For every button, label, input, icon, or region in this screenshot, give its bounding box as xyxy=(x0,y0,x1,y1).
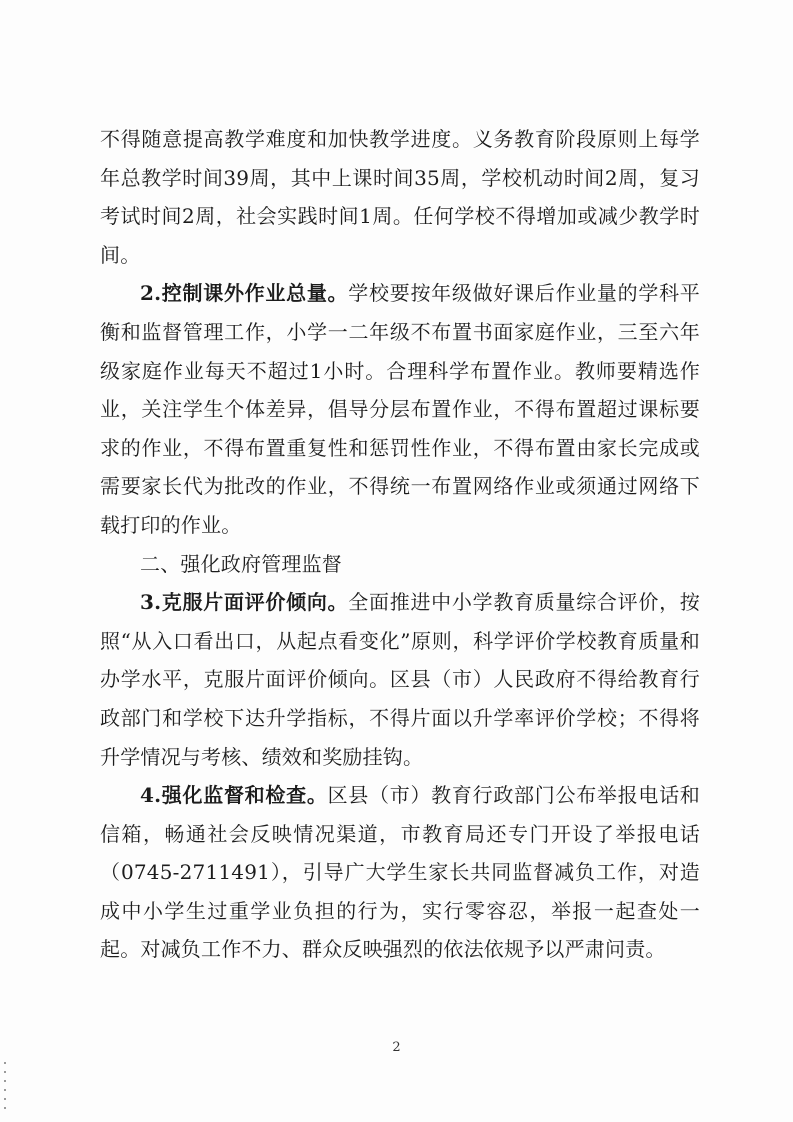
paragraph-text: 区县（市）教育行政部门公布举报电话和信箱，畅通社会反映情况渠道，市教育局还专门开设了举报电话（0745-2711491），引导广大学生家长共同监督减负工作，对造成中小学生过重学业负担的行为，实行零容忍，举报一起查处一起。对减负工作不力、群众反映强烈的依法依规予以严肃问责。 xyxy=(100,783,700,962)
paragraph-text: 学校要按年级做好课后作业量的学科平衡和监督管理工作，小学一二年级不布置书面家庭作业，三至六年级家庭作业每天不超过1小时。合理科学布置作业。教师要精选作业，关注学生个体差异，倡导分层布置作业，不得布置超过课标要求的作业，不得布置重复性和惩罚性作业，不得布置由家长完成或需要家长代为批改的作业，不得统一布置网络作业或须通过网络下载打印的作业。 xyxy=(100,281,700,537)
paragraph-teaching-time xyxy=(100,120,700,274)
paragraph-homework xyxy=(100,274,700,544)
section-heading: 二、强化政府管理监督 xyxy=(140,551,342,576)
paragraph-evaluation xyxy=(100,583,700,776)
paragraph-text: 全面推进中小学教育质量综合评价，按照“从入口看出口，从起点看变化”原则，科学评价学校教育质量和办学水平，克服片面评价倾向。区县（市）人民政府不得给教育行政部门和学校下达升学指标，不得片面以升学率评价学校；不得将升学情况与考核、绩效和奖励挂钩。 xyxy=(100,590,700,769)
page-number: 2 xyxy=(392,1040,401,1055)
paragraph-lead: 3.克服片面评价倾向。 xyxy=(140,590,349,615)
paragraph-lead: 4.强化监督和检查。 xyxy=(140,783,328,808)
paragraph-lead: 2.控制课外作业总量。 xyxy=(140,281,349,306)
paragraph-supervision xyxy=(100,776,700,969)
paragraph-text: 不得随意提高教学难度和加快教学进度。义务教育阶段原则上每学年总教学时间39周，其中上课时间35周，学校机动时间2周，复习考试时间2周，社会实践时间1周。任何学校不得增加或减少教学时间。 xyxy=(100,127,700,267)
scan-edge-marks xyxy=(4,1062,6,1112)
page-body xyxy=(100,120,700,969)
